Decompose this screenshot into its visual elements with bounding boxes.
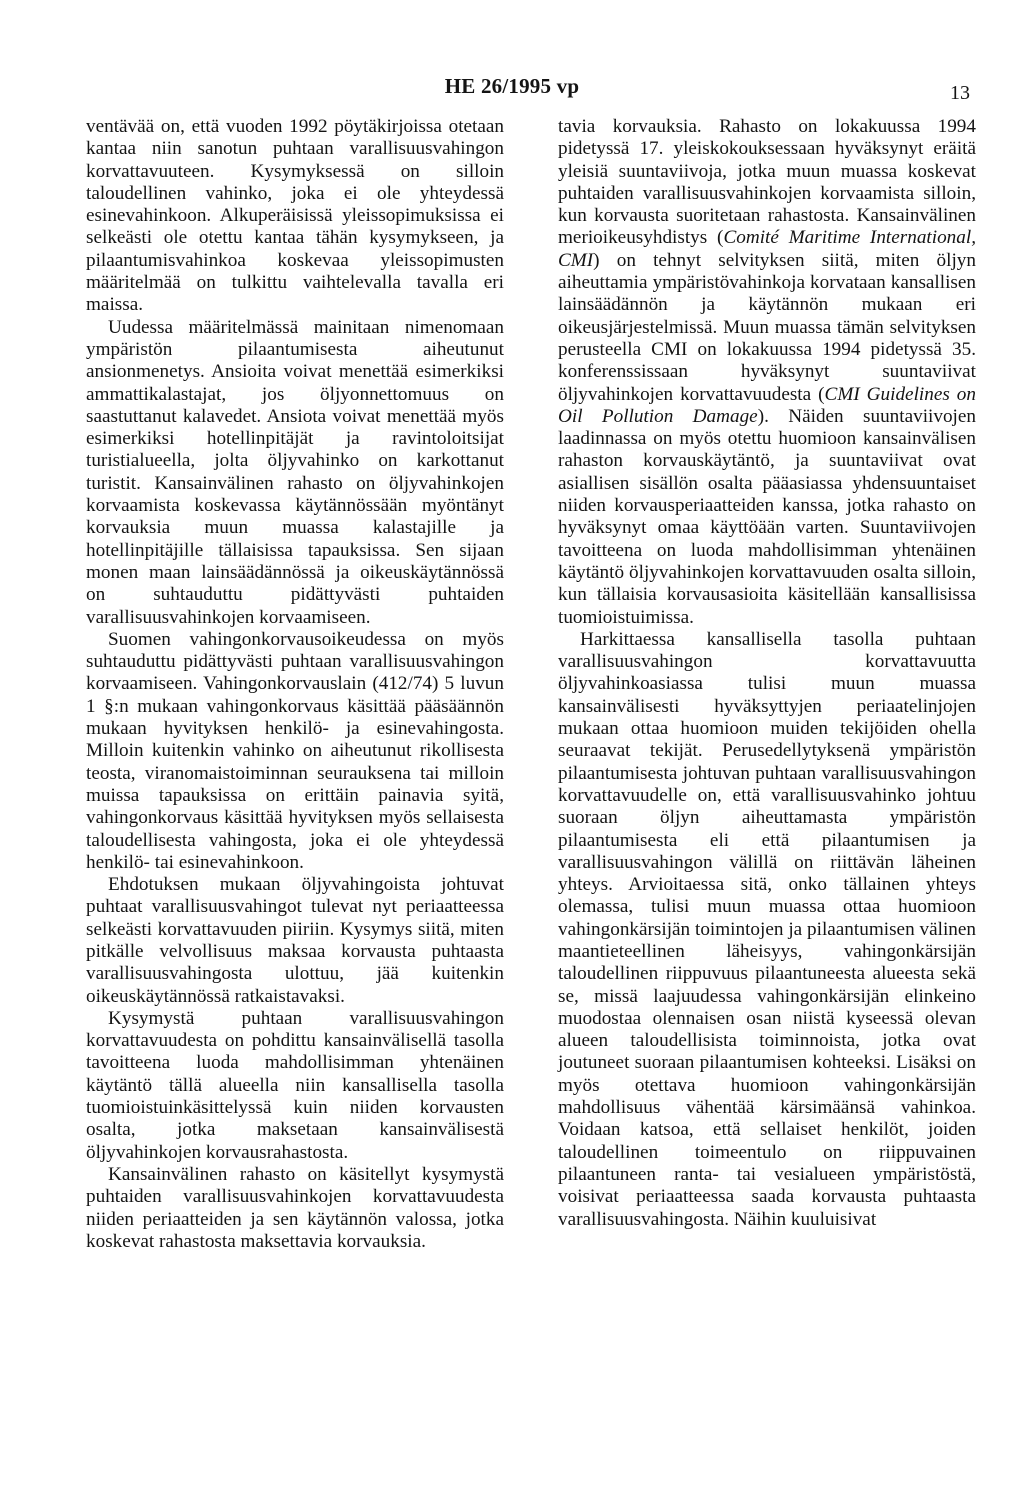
- left-paragraph-3: Suomen vahingonkorvausoikeudessa on myös suhtauduttu pidättyvästi puhtaan varallisuusvahingon korvaamiseen. Vahingonkorvauslain (412/74) 5 luvun 1 §:n mukaan vahingonkorvaus käsittää pääsäännön mukaan hyvityksen henkilö- ja esinevahingosta. Milloin kuitenkin vahinko on aiheutunut rikollisesta teosta, viranomaistoiminnan seurauksena tai milloin muissa tapauksissa on erittäin painavia syitä, vahingonkorvaus käsittää hyvityksen myös sellaisesta taloudellisesta vahingosta, joka ei ole yhteydessä henkilö- tai esinevahinkoon.: [86, 628, 504, 873]
- right-column: [558, 116, 976, 1231]
- right-paragraph-1: [558, 116, 976, 629]
- right-paragraph-2: Harkittaessa kansallisella tasolla puhtaan varallisuusvahingon korvattavuutta öljyvahinkoasiassa tulisi muun muassa kansainvälisesti hyväksyttyjen periaatelinjojen mukaan ottaa huomioon muiden tekijöiden ohella seuraavat tekijät. Perusedellytyksenä ympäristön pilaantumisesta johtuvan puhtaan varallisuusvahingon korvattavuudelle on, että varallisuusvahinko johtuu suoraan öljyn aiheuttamasta ympäristön pilaantumisesta eli että pilaantumisen ja varallisuusvahingon välillä on riittävän läheinen yhteys. Arvioitaessa sitä, onko tällainen yhteys olemassa, tulisi muun muassa ottaa huomioon vahingonkärsijän toimintojen ja pilaantumisen välinen maantieteellinen läheisyys, vahingonkärsijän taloudellinen riippuvuus pilaantuneesta alueesta sekä se, missä laajuudessa vahingonkärsijän elinkeino muodostaa olennaisen osan niistä kyseessä olevan alueen taloudellisista toiminnoista, jotka ovat joutuneet suoraan pilaantumisen kohteeksi. Lisäksi on myös otettava huomioon vahingonkärsijän mahdollisuus vähentää kärsimäänsä vahinkoa. Voidaan katsoa, että sellaiset henkilöt, joiden taloudellinen toimeentulo on riippuvainen pilaantuneen ranta- tai vesialueen ympäristöstä, voisivat periaatteessa saada korvausta puhtaasta varallisuusvahingosta. Näihin kuuluisivat: [558, 628, 976, 1230]
- right-paragraph-1-part-a: tavia korvauksia. Rahasto on lokakuussa 1994 pidetyssä 17. yleiskokouksessaan hyväksynyt eräitä yleisiä suuntaviivoja, jotka muun muassa koskevat puhtaiden varallisuusvahinkojen korvaamista silloin, kun korvausta suoritetaan rahastosta. Kansainvälinen merioikeusyhdistys (: [558, 116, 976, 249]
- left-paragraph-1: ventävää on, että vuoden 1992 pöytäkirjoissa otetaan kantaa niin sanotun puhtaan varallisuusvahingon korvattavuuteen. Kysymyksessä on silloin taloudellinen vahinko, joka ei ole yhteydessä esinevahinkoon. Alkuperäisissä yleissopimuksissa ei selkeästi ole otettu kantaa tähän kysymykseen, ja pilaantumisvahinkoa koskevaa yleissopimusten määritelmää on tulkittu vaihtelevalla tavalla eri maissa.: [86, 116, 504, 316]
- left-paragraph-2: Uudessa määritelmässä mainitaan nimenomaan ympäristön pilaantumisesta aiheutunut ansionmenetys. Ansioita voivat menettää esimerkiksi ammattikalastajat, jos öljyonnettomuus on saastuttanut kalavedet. Ansiota voivat menettää myös esimerkiksi hotellinpitäjät ja ravintoloitsijat turistialueella, jolta öljyvahinko on karkottanut turistit. Kansainvälinen rahasto on öljyvahinkojen korvaamista koskevassa käytännössään myöntänyt korvauksia muun muassa kalastajille ja hotellinpitäjille tällaisissa tapauksissa. Sen sijaan monen maan lainsäädännössä ja oikeuskäytännössä on suhtauduttu pidättyvästi puhtaiden varallisuusvahinkojen korvaamiseen.: [86, 316, 504, 628]
- page-header-title: HE 26/1995 vp: [444, 74, 580, 98]
- right-paragraph-1-part-b: ) on tehnyt selvityksen siitä, miten öljyn aiheuttamia ympäristövahinkoja korvataan kansallisen lainsäädännön ja käytännön mukaan eri oikeusjärjestelmissä. Muun muassa tämän selvityksen perusteella CMI on lokakuussa 1994 pidetyssä 35. konferenssissaan hyväksynyt suuntaviivat öljyvahinkojen korvattavuudesta (: [558, 249, 976, 405]
- left-paragraph-6: Kansainvälinen rahasto on käsitellyt kysymystä puhtaiden varallisuusvahinkojen korvattavuudesta niiden periaatteiden ja sen käytännön valossa, jotka koskevat rahastosta maksettavia korvauksia.: [86, 1163, 504, 1252]
- left-paragraph-5: Kysymystä puhtaan varallisuusvahingon korvattavuudesta on pohdittu kansainvälisellä tasolla tavoitteena luoda mahdollisimman yhtenäinen käytäntö tällä alueella niin kansallisella tasolla tuomioistuinkäsittelyssä kuin niiden korvausten osalta, jotka maksetaan kansainvälisestä öljyvahinkojen korvausrahastosta.: [86, 1007, 504, 1163]
- page-number: 13: [950, 82, 970, 104]
- left-paragraph-4: Ehdotuksen mukaan öljyvahingoista johtuvat puhtaat varallisuusvahingot tulevat nyt periaatteessa selkeästi korvattavuuden piiriin. Kysymys siitä, miten pitkälle velvollisuus maksaa korvausta puhtaasta varallisuusvahingosta ulottuu, jää kuitenkin oikeuskäytännössä ratkaistavaksi.: [86, 874, 504, 1007]
- right-paragraph-1-italic-guidelines: CMI Guidelines on Oil Pollution Damage: [558, 383, 976, 427]
- right-paragraph-1-part-c: ). Näiden suuntaviivojen laadinnassa on myös otettu huomioon kansainvälisen rahaston korvauskäytäntö, ja suuntaviivat ovat asiallisen sisällön osalta pääasiassa yhdensuuntaiset niiden korvausperiaatteiden kanssa, jotka rahasto on hyväksynyt omaa käyttöään varten. Suuntaviivojen tavoitteena on luoda mahdollisimman yhtenäinen käytäntö öljyvahinkojen korvattavuuden osalta silloin, kun tällaisia korvausasioita käsitellään kansallisissa tuomioistuimissa.: [558, 405, 976, 628]
- left-column: [86, 116, 504, 1253]
- right-paragraph-1-italic-cmi: Comité Maritime International, CMI: [558, 227, 976, 271]
